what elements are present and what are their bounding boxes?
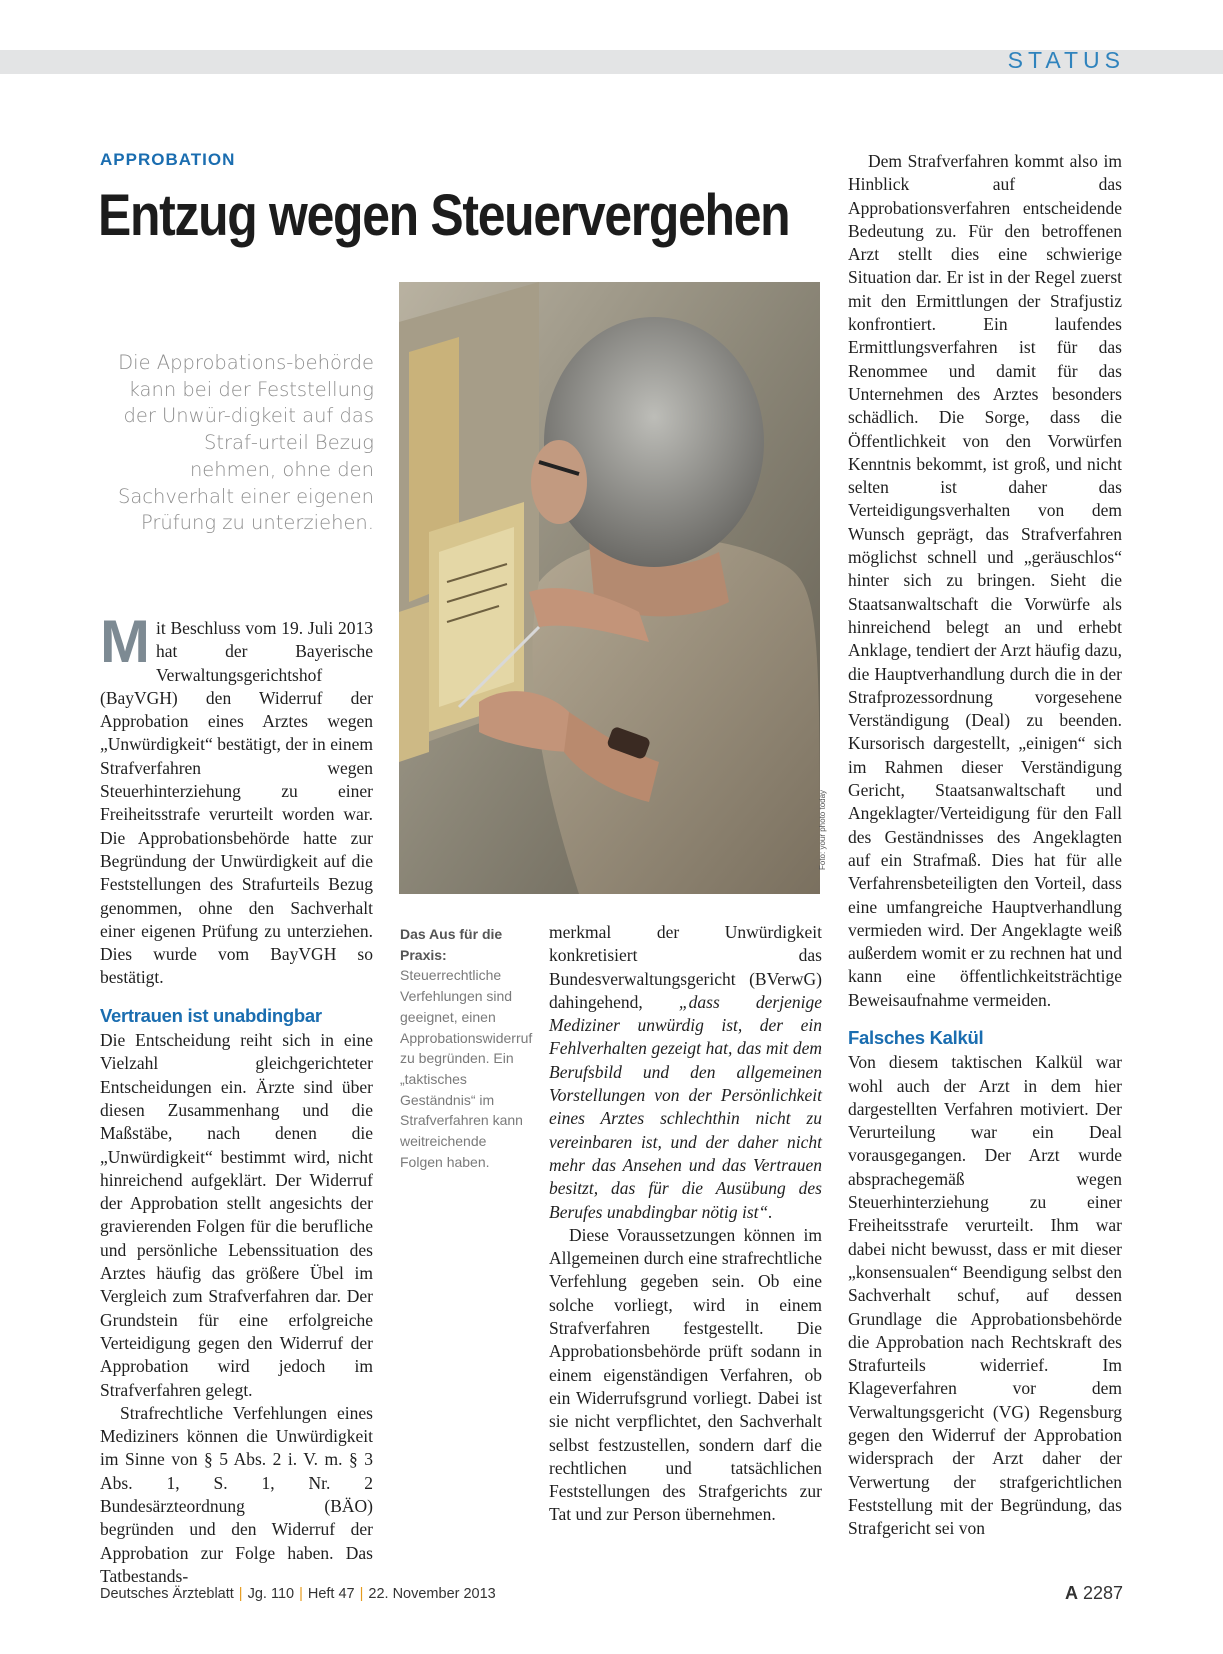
paragraph: Von diesem taktischen Kalkül war wohl auch der Arzt in dem hier dargestellten Verfahren motiviert. Der Verurteilung war ein Deal vorausgegangen. Der Arzt wurde absprachegemäß wegen Steuerhinterziehung zu einer Freiheitsstrafe verurteilt. Ihm war dabei nicht bewusst, dass er mit dieser „konsensualen“ Beendigung selbst den Sachverhalt schuf, auf dessen Grundlage die Approbationsbehörde die Approbation nach Rechtskraft des Strafurteils widerrief. Im Klageverfahren vor dem Verwaltungsgericht (VG) Regensburg gegen den Widerruf der Approbation widersprach der Arzt daher der Verwertung der strafgerichtlichen Feststellung mit der Begründung, das Strafgericht sei von [848,1052,1122,1539]
paragraph [549,921,822,1224]
footer-separator: | [359,1586,364,1602]
subhead-kalkuel: Falsches Kalkül [848,1026,984,1048]
dropcap: M [100,608,150,675]
photo-illustration [399,282,820,894]
page-value: 2287 [1082,1583,1123,1603]
caption-title: Das Aus für die Praxis: [400,926,503,963]
footer-separator: | [238,1586,243,1602]
article-photo [399,282,820,894]
journal-volume: Jg. 110 [247,1586,295,1602]
page-prefix: A [1064,1583,1078,1603]
journal-date: 22. November 2013 [368,1586,496,1602]
paragraph-text: merkmal der Unwürdigkeit konkretisiert das Bundesverwaltungsgericht (BVerwG) dahingehend, [549,922,822,1012]
article-rubric: APPROBATION [100,150,236,169]
section-label: STATUS [1007,47,1125,73]
subhead-vertrauen: Vertrauen ist unabdingbar [100,1004,322,1026]
intro-text: it Beschluss vom 19. Juli 2013 hat der Bayerische Verwaltungsgerichtshof (BayVGH) den Widerruf der Approbation eines Arztes wegen „Unwürdigkeit“ bestätigt, der in einem Strafverfahren wegen Steuerhinterziehung zu einer Freiheitsstrafe verurteilt worden war. Die Approbationsbehörde hatte zur Begründung der Unwürdigkeit auf die Feststellungen des Strafurteils Bezug genommen, ohne den Sachverhalt einer eigenen Prüfung zu unterziehen. Dies wurde vom BayVGH so bestätigt. [100,618,373,988]
caption-text: Steuerrechtliche Verfehlungen sind geeignet, einen Approbationswiderruf zu begründen. Ein „taktisches Geständnis“ im Strafverfahren kann weitreichende Folgen haben. [400,967,533,1170]
journal-issue: Heft 47 [307,1586,355,1602]
photo-caption [400,924,533,1172]
column-1 [100,608,373,1588]
photo-credit: Foto: your photo today [818,789,827,870]
article-headline: Entzug wegen Steuervergehen [98,183,790,248]
journal-name: Deutsches Ärzteblatt [100,1586,234,1602]
intro-paragraph [100,608,373,990]
page-number [1065,1583,1123,1604]
court-quote: „dass derjenige Mediziner unwürdig ist, der ein Fehlverhalten gezeigt hat, das mit dem Berufsbild und den allgemeinen Vorstellungen von der Persönlichkeit eines Arztes schlechthin nicht zu vereinbaren ist, und der daher nicht mehr das Ansehen und das Vertrauen besitzt, das für die Ausübung des Berufes unabdingbar nötig ist“. [549,991,822,1222]
paragraph: Diese Voraussetzungen können im Allgemeinen durch eine strafrechtliche Verfehlung gegeben sein. Ob eine solche vorliegt, wird in einem Strafverfahren festgestellt. Die Approbationsbehörde prüft sodann in einem eigenständigen Verfahren, ob ein Widerrufsgrund vorliegt. Dabei ist sie nicht verpflichtet, den Sachverhalt selbst festzustellen, sondern darf die rechtlichen und tatsächlichen Feststellungen des Strafgerichts zur Tat und zur Person übernehmen. [549,1224,822,1525]
column-2 [549,921,822,1527]
paragraph: Die Entscheidung reiht sich in eine Vielzahl gleichgerichteter Entscheidungen ein. Ärzte sind über diesen Zusammenhang und die Maßstäbe, nach denen die „Unwürdigkeit“ bestimmt wird, nicht hinreichend aufgeklärt. Der Widerruf der Approbation stellt angesichts der gravierenden Folgen für die berufliche und persönliche Lebenssituation des Arztes häufig das größere Übel im Vergleich zum Strafverfahren dar. Der Grundstein für eine erfolgreiche Verteidigung gegen den Widerruf der Approbation wird jedoch im Strafverfahren gelegt. [100,1030,373,1400]
page-footer [100,1586,496,1602]
paragraph: Strafrechtliche Verfehlungen eines Mediziners können die Unwürdigkeit im Sinne von § 5 Abs. 2 i. V. m. § 3 Abs. 1, S. 1, Nr. 2 Bundesärzteordnung (BÄO) begründen und den Widerruf der Approbation zur Folge haben. Das Tatbestands- [100,1402,373,1586]
footer-separator: | [299,1586,303,1602]
column-3 [848,150,1122,1541]
article-teaser: Die Approbations-behörde kann bei der Feststellung der Unwür-digkeit auf das Straf-urteil Bezug nehmen, ohne den Sachverhalt einer eigenen Prüfung zu unterziehen. [117,351,374,535]
paragraph: Dem Strafverfahren kommt also im Hinblick auf das Approbationsverfahren entscheidende Bedeutung zu. Für den betroffenen Arzt stellt dies eine schwierige Situation dar. Er ist in der Regel zuerst mit den Ermittlungen der Strafjustiz konfrontiert. Ein laufendes Ermittlungsverfahren ist für das Renommee und damit für das Unternehmen des Arztes besonders schädlich. Die Sorge, dass die Öffentlichkeit von den Vorwürfen Kenntnis bekommt, ist groß, und nicht selten ist daher das Verteidigungsverhalten von dem Wunsch geprägt, das Strafverfahren möglichst schnell und „geräuschlos“ hinter sich zu bringen. Sieht die Staatsanwaltschaft die Vorwürfe als hinreichend belegt an und erhebt Anklage, tendiert der Arzt häufig dazu, die Hauptverhandlung durch die in der Strafprozessordnung vorgesehene Verständigung (Deal) zu beenden. Kursorisch dargestellt, „einigen“ sich im Rahmen dieser Verständigung Gericht, Staatsanwaltschaft und Angeklagter/Verteidigung für den Fall des Geständnisses des Angeklagten auf ein Strafmaß. Dies hat für alle Verfahrensbeteiligten den Vorteil, dass eine umfangreiche Hauptverhandlung vermieden wird. Der Angeklagte weiß außerdem womit er zu rechnen hat und kann eine öffentlichkeitsträchtige Beweisaufnahme vermeiden. [848,151,1122,1010]
